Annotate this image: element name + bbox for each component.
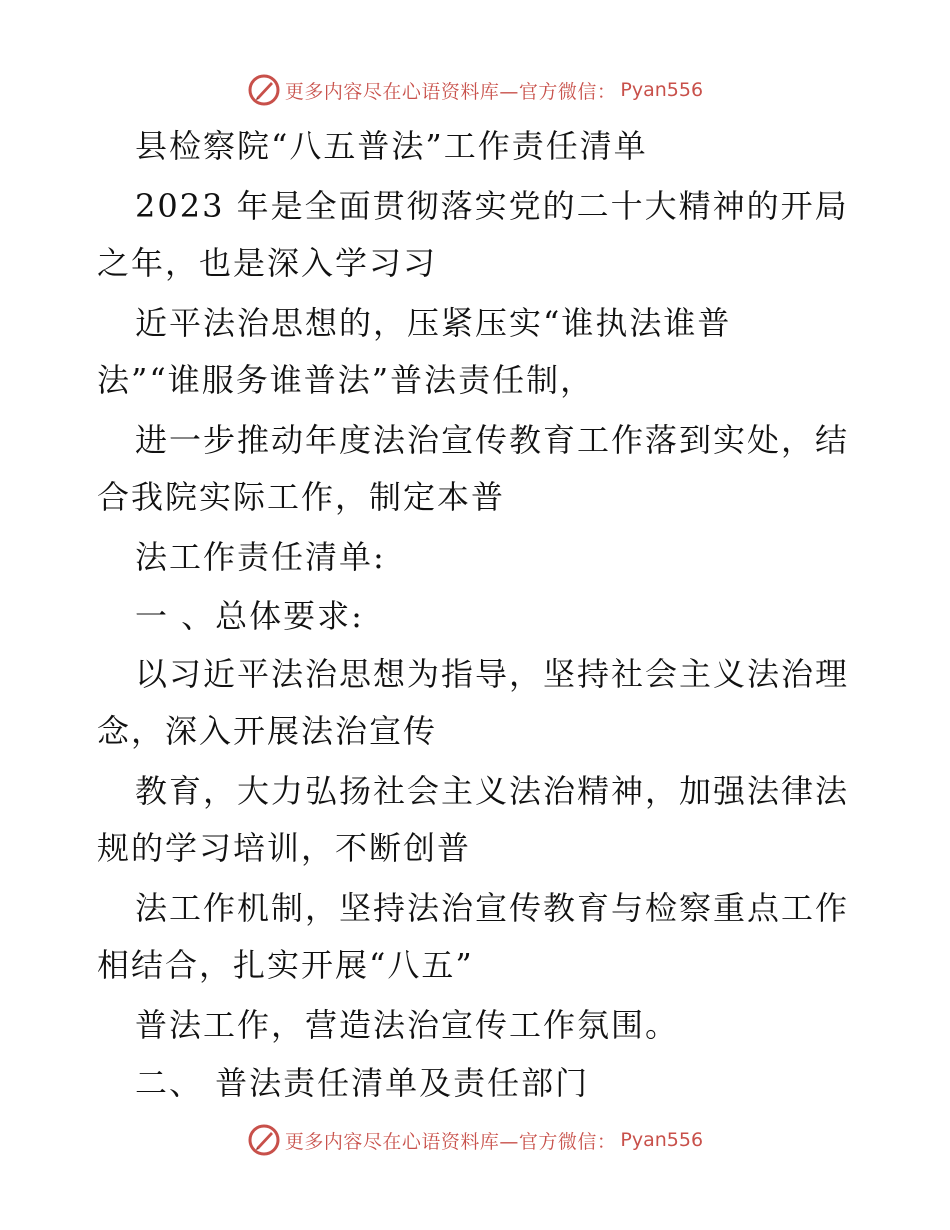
paragraph-line: 近平法治思想的，压紧压实“谁执法谁普: [135, 304, 732, 342]
paragraph-line: 法”“谁服务谁普法”普法责任制，: [97, 361, 595, 399]
paragraph-line: 合我院实际工作，制定本普: [97, 478, 506, 516]
paragraph-line: 2023 年是全面贯彻落实党的二十大精神的开局: [135, 187, 849, 225]
watermark-handle: Pyan556: [620, 1129, 704, 1151]
paragraph-line: 以习近平法治思想为指导，坚持社会主义法治理: [135, 655, 850, 693]
section-heading: 二、 普法责任清单及责任部门: [135, 1064, 590, 1102]
document-title: 县检察院“八五普法”工作责任清单: [135, 127, 648, 165]
paragraph-line: 教育，大力弘扬社会主义法治精神，加强法律法: [135, 772, 850, 810]
section-heading: 一 、总体要求:: [135, 597, 364, 635]
paragraph-line: 规的学习培训，不断创普: [97, 829, 472, 867]
paragraph-line: 之年，也是深入学习习: [97, 244, 438, 282]
watermark-text: 更多内容尽在心语资料库—官方微信：: [284, 80, 617, 103]
paragraph-line: 念，深入开展法治宣传: [97, 712, 438, 750]
paragraph-line: 相结合，扎实开展“八五”: [97, 946, 474, 984]
watermark-handle: Pyan556: [620, 79, 704, 101]
paragraph-line: 普法工作，营造法治宣传工作氛围。: [135, 1006, 680, 1044]
footer-watermark: [0, 1120, 950, 1160]
watermark-text: 更多内容尽在心语资料库—官方微信：: [284, 1130, 617, 1153]
paragraph-line: 进一步推动年度法治宣传教育工作落到实处，结: [135, 421, 850, 459]
paragraph-line: 法工作机制，坚持法治宣传教育与检察重点工作: [135, 889, 850, 927]
paragraph-line: 法工作责任清单:: [135, 538, 386, 576]
quill-pen-logo-icon: [247, 1123, 281, 1157]
